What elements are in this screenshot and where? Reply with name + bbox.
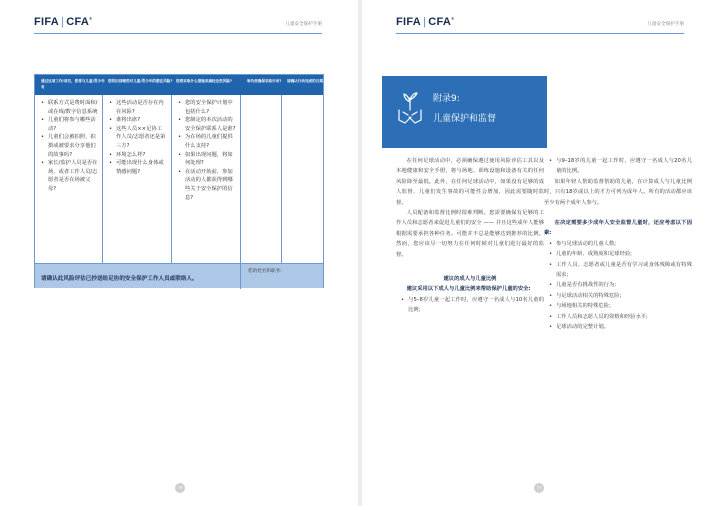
page-number: 77 <box>534 483 544 493</box>
paragraph: 人员配备和监督比例时很难判断。您需要确保有足够的工作人员和志愿者来促进儿童们的安全 —— 并且这些成年人能够根据需要承担各种任务。可能并不总是能够达到推荐的比例。然而，您应该尽一切努力在任何时候对儿童们进行最好的监督。 <box>396 210 544 258</box>
risk-assessment-table <box>34 74 324 288</box>
list-item: • 足球活动的完整计划。 <box>544 322 692 332</box>
table-column-responsible <box>241 95 282 265</box>
name-and-title-field: 您的姓名和职务: <box>240 264 325 289</box>
text-column-left <box>396 156 544 316</box>
page-number: 76 <box>175 483 185 493</box>
table-column-measures <box>172 95 241 265</box>
table-cell-item: • 如果出现问题，将如何处理? <box>178 151 236 168</box>
appendix-title: 儿童保护和监督 <box>433 114 497 124</box>
document-title: 儿童安全保护手册 <box>285 22 322 27</box>
table-header-cell: 请确认行动完成的日期 <box>287 79 323 83</box>
table-cell-item: • 这些人员××足协工作人员/志愿者还是第三方? <box>109 125 167 151</box>
table-header-cell: 您将采取什么措施来减轻这些风险? <box>176 79 232 83</box>
table-column-date <box>282 95 325 265</box>
right-page <box>362 0 720 506</box>
bold-paragraph: 在决定需要多少成年人安全监督儿童时，还应考虑以下因素: <box>544 220 692 237</box>
table-cell-item: • 您制定的本次活动的安全保护联系人是谁? <box>178 116 236 133</box>
header-divider <box>396 33 684 34</box>
header-divider <box>34 33 322 34</box>
table-column-contact <box>35 95 103 265</box>
table-header-cell: 您的识别哪些对儿童/青少年的潜在风险? <box>108 79 173 83</box>
list-item: • 工作人员和志愿人员的资格和经验水平; <box>544 312 692 322</box>
document-title: 儿童安全保护手册 <box>647 22 684 27</box>
list-item: • 与9–18岁的儿童一起工作时，应遵守一名成人与20名儿童的比例。 <box>544 156 692 177</box>
table-header-cell: 通过这项工作/项目，您将与儿童/青少年有 <box>41 79 105 90</box>
table-cell-item: • 联系方式是费时面和/或在线/数字信息系统 <box>41 99 98 116</box>
table-cell-item: • 环境怎么样? <box>109 151 167 160</box>
table-cell-item: • 这些活动是否存在内在风险? <box>109 99 167 116</box>
paragraph: 在任何足球活动中，必须确保遵过使用风险评估工具以及本地健康和安全手册，将与场地、训练设施和设备有关的任何风险降至最低。此外，在任何足球活动中，如果没有足够的成人监督，儿童们发生事故的可能性会增加，因此需要随时监督。 <box>396 158 544 206</box>
table-column-risks <box>103 95 172 265</box>
table-cell-item: • 在活动开始前，参加活动的人都获得到哪些关于安全保护的信息? <box>178 168 236 202</box>
fifa-cfa-logo: FIFA | CFA® <box>396 16 455 28</box>
list-item: • 儿童是否有挑战性的行为; <box>544 280 692 290</box>
list-item: • 与足球活动相关的特殊危险; <box>544 291 692 301</box>
list-item: • 与5–8岁儿童一起工作时，应遵守一名成人与10名儿童的比例; <box>396 295 544 316</box>
appendix-number: 附录9: <box>433 94 460 104</box>
confirmation-text: 请确认此风险评估已抄送给足协的安全保护工作人员或联络人。 <box>41 276 198 282</box>
table-cell-item: • 为在场的儿童们提供什么支持? <box>178 133 236 150</box>
hands-plant-icon <box>395 90 425 126</box>
table-cell-item: • 儿童们将参与哪些活动? <box>41 116 98 133</box>
list-item: • 参与足球活动的儿童人数; <box>544 239 692 249</box>
table-cell-item: • 可能出现什么身体或情感问题? <box>109 159 167 176</box>
table-cell-item: • 您的安全保护计划中包括什么? <box>178 99 236 116</box>
subheading: 建议的成人与儿童比例 <box>443 276 497 283</box>
appendix-banner <box>382 76 547 148</box>
left-page <box>0 0 358 506</box>
table-header-row <box>35 75 323 95</box>
table-cell-item: • 谁将出席? <box>109 116 167 125</box>
list-item: • 与场地相关的特殊危险; <box>544 301 692 311</box>
list-item: • 工作人员、志愿者或儿童是否有学习或身体残障或有特殊需求; <box>544 260 692 281</box>
paragraph: 如果年轻人帮助监督帮助的儿童，在计算成人与儿童比例时，只有18岁或以上的才方可列为成年人。所有的活动都应该至少有两个成年人参与。 <box>544 178 692 206</box>
bold-paragraph: 建议采用以下成人与儿童比例来帮助保护儿童的安全: <box>406 286 531 293</box>
table-cell-item: • 儿童们会被拍照、拍摄或被要求分享他们的故事吗? <box>41 133 98 159</box>
list-item: • 儿童的年龄、成熟度和足球经验; <box>544 249 692 259</box>
table-cell-item: • 家长/监护人员是否在场，或者工作人员/志愿者是否在场被父母? <box>41 159 98 193</box>
fifa-cfa-logo: FIFA | CFA® <box>34 16 93 28</box>
text-column-right <box>544 156 692 333</box>
table-header-cell: 谁负责确保采取行动? <box>247 79 282 83</box>
table-footer-row <box>35 263 323 288</box>
